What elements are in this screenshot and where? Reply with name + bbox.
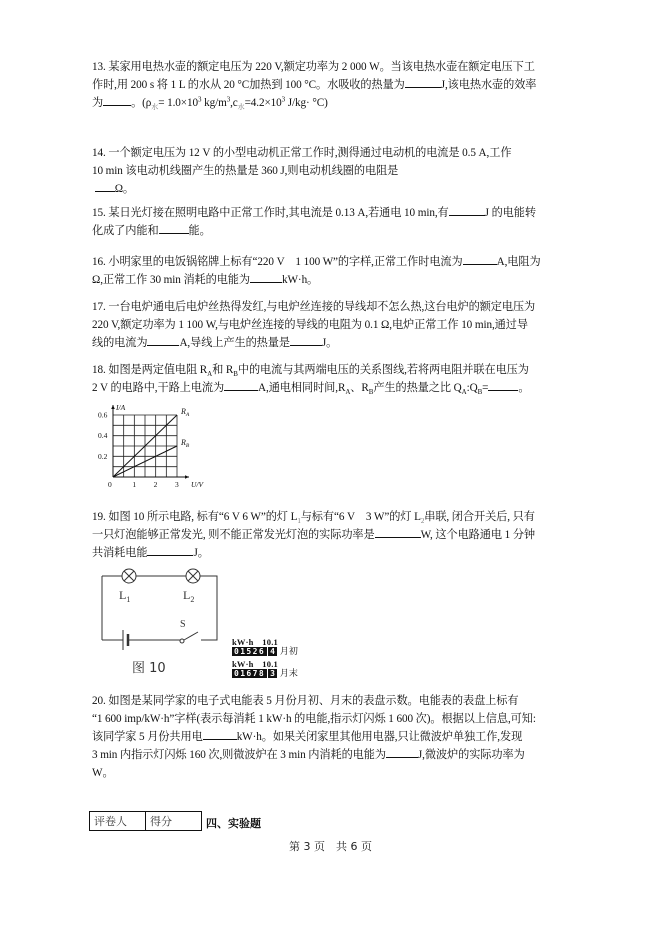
x-tick-label: 1 (132, 480, 137, 489)
q18-text: 、R (350, 382, 369, 394)
meter-decimal: 4 (270, 647, 275, 656)
q13-text: = 1.0×10 (158, 97, 198, 109)
superscript: 3 (281, 95, 286, 104)
meter-end (232, 660, 298, 679)
q20-text: J,微波炉的实际功率为 (417, 749, 525, 761)
q14-line3: Ω。 (114, 183, 135, 195)
q15-line2a: 化成了内能和 (92, 225, 159, 237)
answer-blank[interactable] (386, 746, 418, 758)
series-label-RA: $R_A$ (181, 407, 190, 418)
meter-decimal: 3 (270, 669, 275, 678)
q17-line2: 220 V,额定功率为 1 100 W,与电炉丝连接的导线的电阻为 0.1 Ω,电炉正常工作 10 min,通过导 (92, 319, 528, 331)
section-title: 四、实验题 (206, 817, 261, 830)
circuit-diagram (95, 565, 235, 655)
q17-line3a: 线的电流为 (92, 337, 148, 349)
x-tick-label: 3 (175, 480, 179, 489)
answer-blank[interactable] (250, 271, 282, 283)
answer-blank[interactable] (449, 204, 485, 216)
q13-line2b: J,该电热水壶的效率 (440, 79, 537, 91)
q13-text: ,c (230, 97, 238, 109)
q13-text: =4.2×10 (244, 97, 282, 109)
q16-line1a: 16. 小明家里的电饭锅铭牌上标有“220 V 1 100 W”的字样,正常工作时电流为 (92, 256, 463, 268)
y-tick-label: 0.2 (98, 451, 108, 461)
x-axis-arrow (185, 475, 189, 479)
q19-text: 串联, 闭合开关后, 只有 (424, 511, 535, 523)
lamp-l2-label: $L_2$ (183, 588, 195, 604)
switch-label: S (180, 619, 186, 630)
q18-text: 中的电流与其两端电压的关系图线,若将两电阻并联在电压为 (237, 364, 529, 376)
q20-text: kW·h。如果关闭家里其他用电器,只让微波炉单独工作,发现 (236, 731, 523, 743)
q13-line1: 13. 某家用电热水壶的额定电压为 220 V,额定功率为 2 000 W。当该电热水壶在额定电压下工 (92, 61, 535, 73)
subscript: 1 (297, 517, 301, 526)
superscript: 3 (198, 95, 202, 104)
q20-text: 该同学家 5 月份共用电 (92, 731, 203, 743)
q19-text: W, 这个电路通电 1 分钟 (420, 529, 536, 541)
q14-line2: 10 min 该电动机线圈产生的热量是 360 J,则电动机线圈的电阻是 (92, 165, 399, 177)
x-tick-label: 0 (108, 480, 112, 489)
answer-blank[interactable] (463, 253, 497, 265)
subscript: B (233, 370, 238, 379)
lamp-l2-icon (186, 569, 200, 583)
switch-icon (180, 639, 184, 643)
page-footer: 第 3 页 共 6 页 (289, 840, 372, 853)
question-18 (92, 361, 582, 397)
series-label-RB: $R_B$ (181, 438, 190, 449)
subscript: 水 (237, 103, 245, 112)
q18-text: 和 R (212, 364, 234, 376)
q18-text: 18. 如图是两定值电阻 R (92, 364, 208, 376)
iu-graph (90, 395, 210, 495)
q19-text: 19. 如图 10 所示电路, 标有“6 V 6 W”的灯 L (92, 511, 298, 523)
answer-blank[interactable] (159, 222, 189, 234)
x-tick-label: 2 (153, 480, 158, 489)
subscript: A (207, 370, 213, 379)
question-15 (92, 204, 582, 240)
subscript: A (461, 388, 467, 397)
q18-text: A,通电相同时间,R (258, 382, 346, 394)
q17-line3c: J。 (321, 337, 338, 349)
subscript: A (345, 388, 351, 397)
question-16 (92, 253, 582, 289)
answer-blank[interactable] (95, 180, 115, 192)
q16-line2b: kW·h。 (281, 274, 319, 286)
superscript: 3 (226, 95, 231, 104)
figure-label: 图 10 (132, 661, 166, 676)
grader-cell: 评卷人 (90, 812, 146, 831)
answer-blank[interactable] (488, 379, 518, 391)
q18-text: :Q (466, 382, 478, 394)
answer-blank[interactable] (375, 526, 421, 538)
q17-line3b: A,导线上产生的热量是 (179, 337, 290, 349)
q19-text: 一只灯泡能够正常发光, 则不能正常发光灯泡的实际功率是 (92, 529, 375, 541)
question-20 (92, 692, 582, 782)
score-cell[interactable]: 得分 (146, 812, 202, 831)
q18-text: 2 V 的电路中,干路上电流为 (92, 382, 225, 394)
y-tick-label: 0.6 (98, 410, 108, 420)
q15-line1b: J 的电能转 (484, 207, 536, 219)
answer-blank[interactable] (290, 334, 322, 346)
q19-text: 共消耗电能 (92, 547, 148, 559)
meter-digits: 01526 (234, 647, 266, 656)
answer-blank[interactable] (203, 728, 237, 740)
meter-digits: 01678 (234, 669, 266, 678)
meter-unit: kW·h 10.1 (232, 637, 278, 647)
wire (102, 576, 217, 640)
q14-line1: 14. 一个额定电压为 12 V 的小型电动机正常工作时,测得通过电动机的电流是 0.5 A,工作 (92, 147, 512, 159)
q16-line1b: A,电阻为 (496, 256, 541, 268)
q20-line2: “1 600 imp/kW·h”字样(表示每消耗 1 kW·h 的电能,指示灯闪烁 1 600 次)。根据以上信息,可知: (92, 713, 536, 725)
score-table (89, 811, 202, 831)
subscript: 水 (151, 103, 159, 112)
q13-line2: 作时,用 200 s 将 1 L 的水从 20 °C加热到 100 °C。水吸收的热量为 (92, 79, 405, 91)
meter-unit: kW·h 10.1 (232, 659, 278, 669)
question-17 (92, 298, 582, 352)
subscript: 2 (420, 517, 425, 526)
answer-blank[interactable] (147, 334, 179, 346)
question-19 (92, 508, 582, 562)
y-axis-label: I/A (116, 403, 126, 412)
q19-text: J。 (193, 547, 209, 559)
q15-line1a: 15. 某日光灯接在照明电路中正常工作时,其电流是 0.13 A,若通电 10 min,有 (92, 207, 449, 219)
q18-text: = (482, 382, 489, 394)
meter-label: 月初 (279, 647, 298, 657)
answer-blank[interactable] (405, 76, 441, 88)
answer-blank[interactable] (103, 94, 131, 106)
battery-icon (123, 630, 137, 650)
q18-text: 产生的热量之比 Q (373, 382, 462, 394)
q19-text: 与标有“6 V 3 W”的灯 L (300, 511, 421, 523)
lamp-l1-icon (122, 569, 136, 583)
q13-text: kg/m (201, 97, 227, 109)
y-axis-arrow (111, 405, 115, 409)
answer-blank[interactable] (224, 379, 258, 391)
y-tick-label: 0.4 (98, 431, 108, 441)
meter-start (232, 638, 298, 657)
q20-line5: W。 (92, 767, 114, 779)
q13-text: J/kg· °C) (285, 97, 328, 109)
q13-line3a: 为 (92, 97, 104, 109)
lamp-l1-label: $L_1$ (119, 588, 131, 604)
meter-label: 月末 (279, 669, 298, 679)
q15-line2b: 能。 (188, 225, 211, 237)
subscript: B (477, 388, 483, 397)
answer-blank[interactable] (147, 544, 193, 556)
q17-line1: 17. 一台电炉通电后电炉丝热得发红,与电炉丝连接的导线却不怎么热,这台电炉的额定电压为 (92, 301, 536, 313)
q18-text: 。 (518, 382, 530, 394)
q13-text: 。(ρ (131, 97, 152, 109)
subscript: B (368, 388, 374, 397)
question-14 (92, 144, 582, 198)
q20-text: 3 min 内指示灯闪烁 160 次,则微波炉在 3 min 内消耗的电能为 (92, 749, 386, 761)
q16-line2a: Ω,正常工作 30 min 消耗的电能为 (92, 274, 250, 286)
q20-line1: 20. 如图是某同学家的电子式电能表 5 月份月初、月末的表盘示数。电能表的表盘上标有 (92, 695, 519, 707)
x-axis-label: U/V (191, 480, 204, 489)
question-13 (92, 58, 582, 112)
